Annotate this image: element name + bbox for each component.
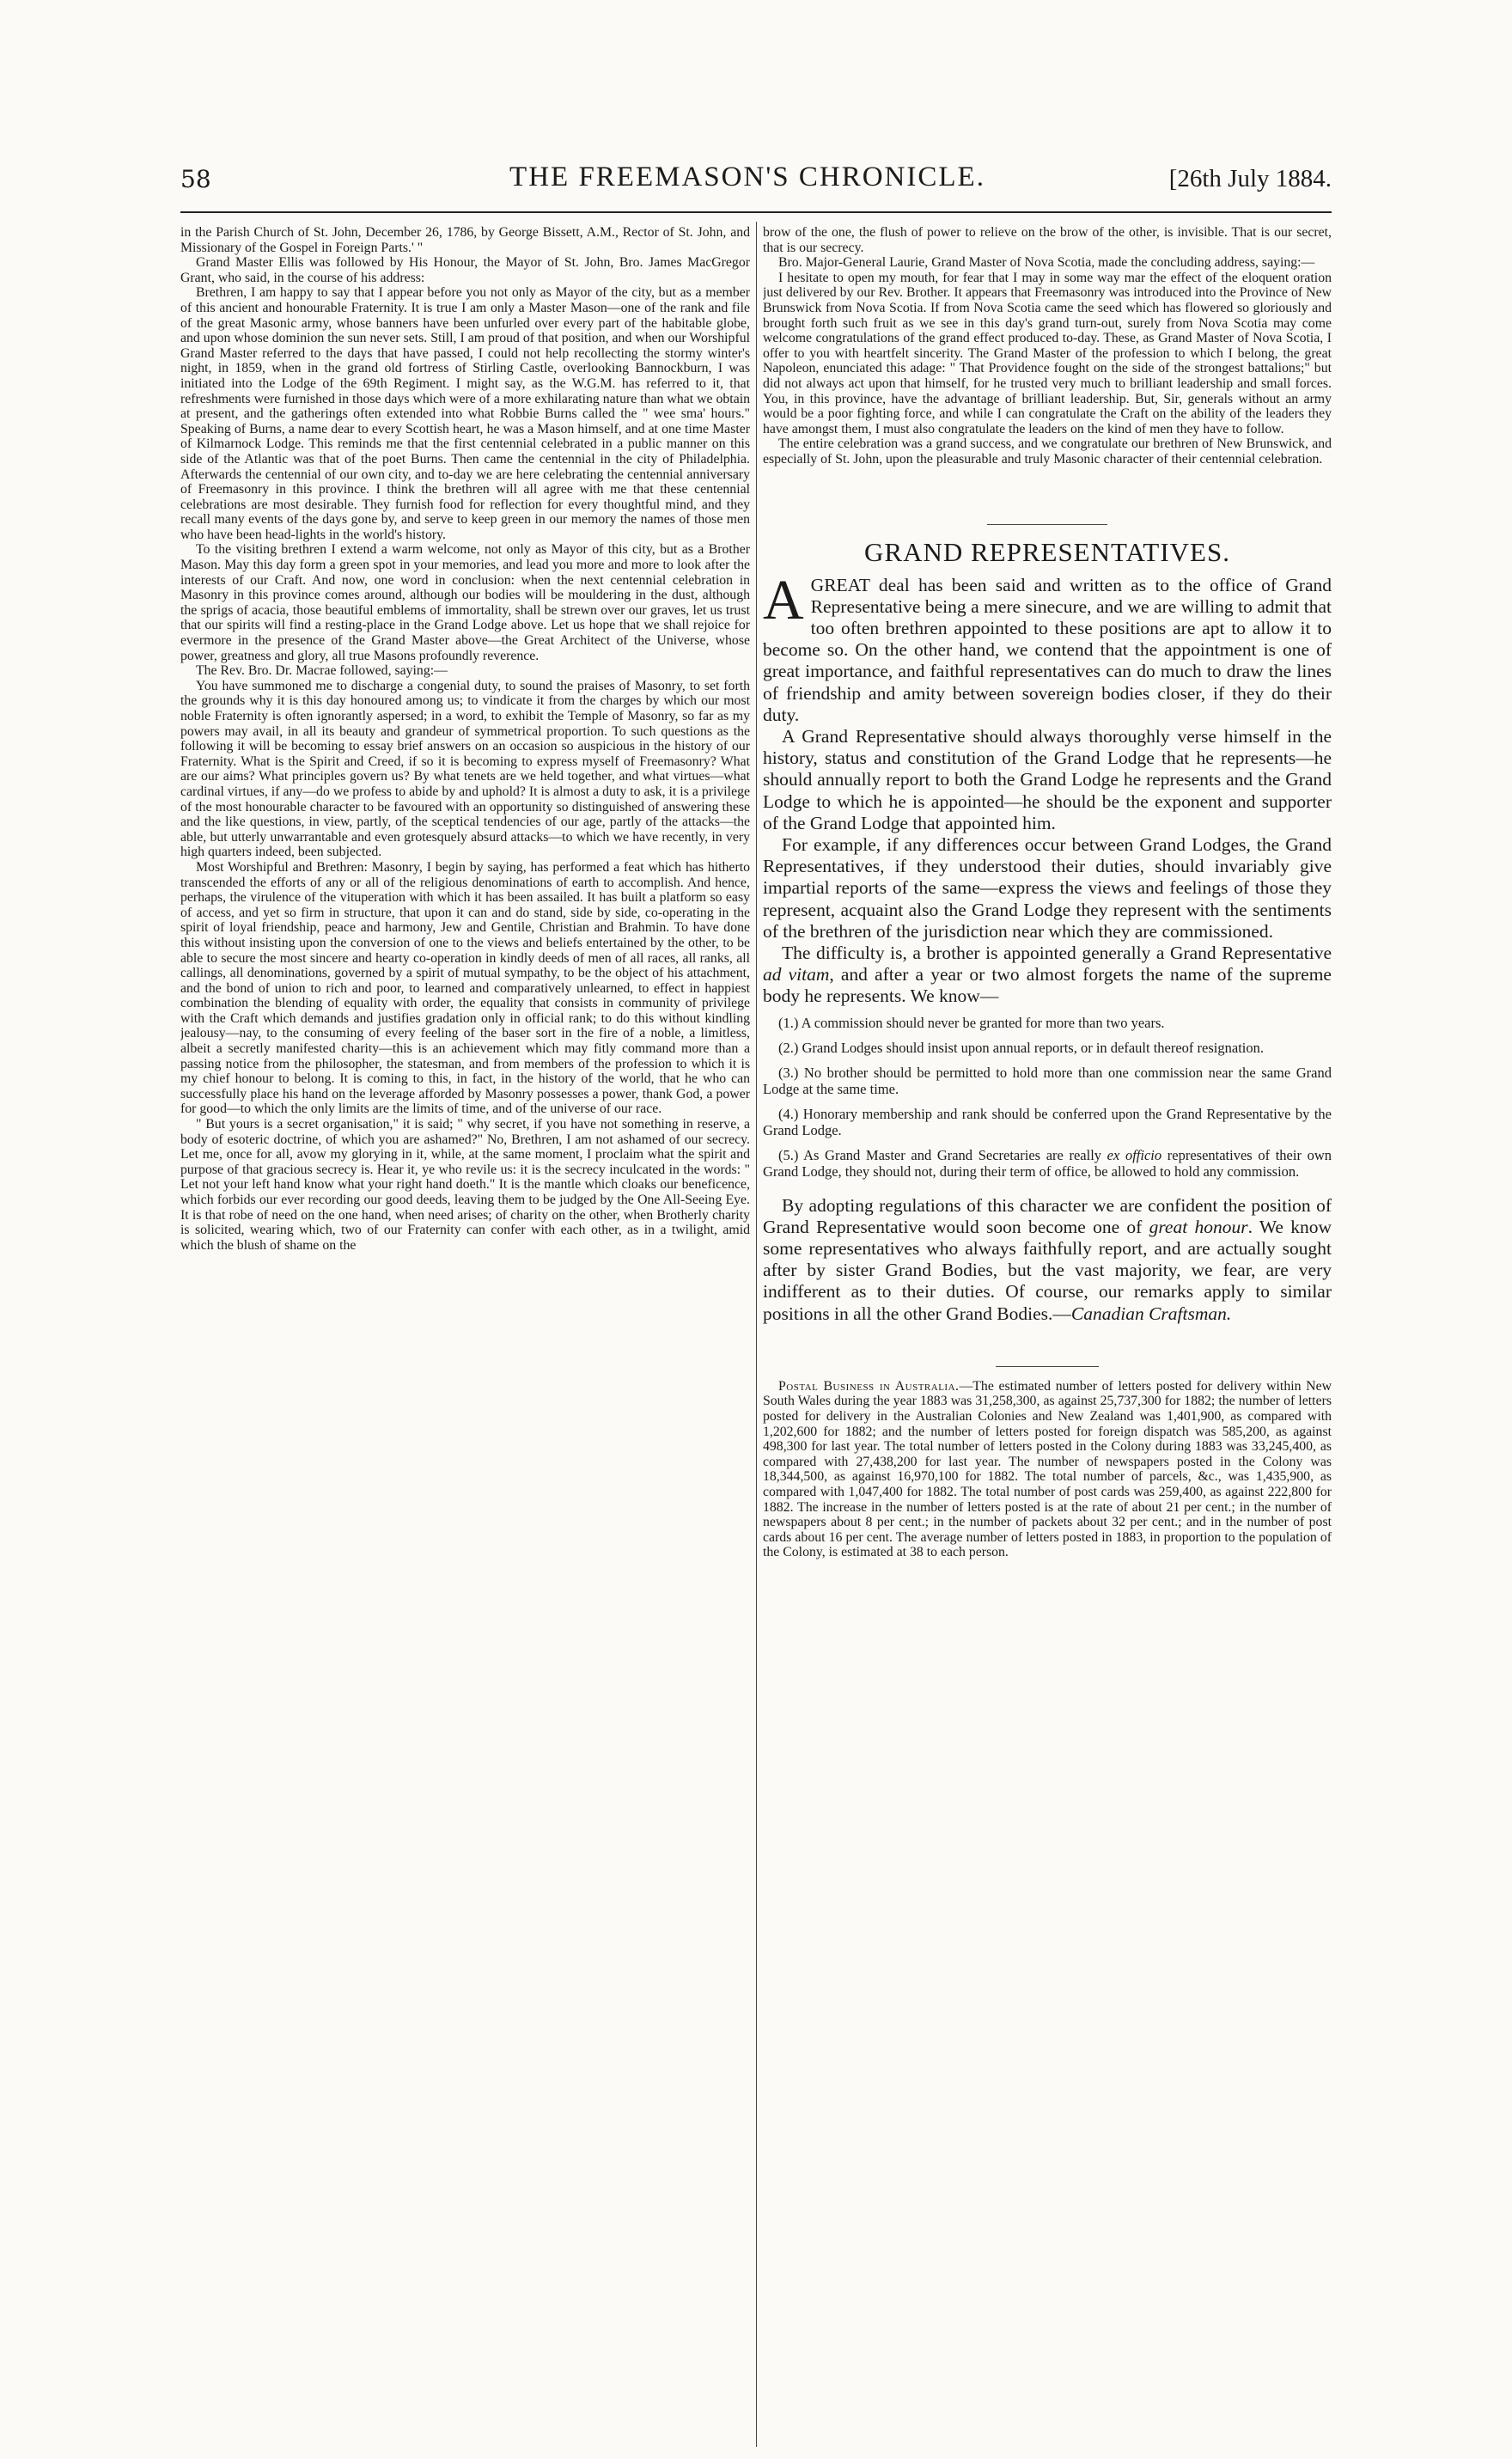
left-column: [180, 225, 750, 2459]
continuation-paragraph: in the Parish Church of St. John, December 26, 1786, by George Bissett, A.M., Rector of St. John, and Missionary of the Gospel in Foreign Parts.' ": [180, 225, 750, 255]
text-run: representatives of their own Grand Lodge, they should not, during their term of office, be allowed to hold any commission.: [763, 1146, 1332, 1180]
list-item: (2.) Grand Lodges should insist upon annual reports, or in default thereof resignation.: [778, 1039, 1264, 1056]
body-paragraph: " But yours is a secret organisation," it is said; " why secret, if you have not something in reserve, a body of esoteric doctrine, of which you are ashamed?" No, Brethren, I am not ashamed of our secrecy. Let me, once for all, avow my glorying in it, while, at the same moment, I proclaim what the spirit and purpose of that gracious secrecy is. Hear it, ye who revile us: it is the secrecy inculcated in the words: " Let not your left hand know what your right hand doeth." It is the mantle which cloaks our beneficence, which forbids our ever recording our good deeds, leaving them to be judged by the One All-Seeing Eye. It is that robe of need on the one hand, when need arises; of charity on the other, when Brotherly charity is solicited, wearing which, two of our Fraternity can confer with each other, as in a twilight, amid which the blush of shame on the: [180, 1117, 750, 1253]
italic-run: ex officio: [1107, 1146, 1162, 1163]
spacer: [763, 1188, 1332, 1195]
text-run: By adopting regulations of this character we are confident the position of Grand Representative would soon become one of: [763, 1194, 1332, 1237]
column-divider: [756, 222, 757, 2447]
article-closing-paragraph: [763, 1195, 1332, 1325]
body-paragraph: I hesitate to open my mouth, for fear that I may in some way mar the effect of the eloquent oration just delivered by our Rev. Brother. It appears that Freemasonry was introduced into the Province of New Brunswick from Nova Scotia. If from Nova Scotia came the seed which has flowered so gloriously and brought forth such fruit as we see in this day's grand turn-out, surely from Nova Scotia may come welcome congratulations of the grand effect produced to-day. These, as Grand Master of Nova Scotia, I offer to you with heartfelt sincerity. The Grand Master of the profession to which I belong, the great Napoleon, enunciated this adage: " That Providence fought on the side of the strongest battalions;" but did not always act upon that himself, for he trusted very much to brilliant leadership and small forces. You, in this province, have the advantage of brilliant leadership. But, Sir, generals without an army would be a poor fighting force, and while I can congratulate the Craft on the ability of the leaders they have amongst them, I must also congratulate the leaders on the kind of men they have to follow.: [763, 270, 1332, 436]
lead-text: GREAT deal has been said and written as to the office of Grand Representative being a mere sinecure, and we are willing to admit that too often brethren appointed to these positions are apt to allow it to become so. On the other hand, we contend that the appointment is one of great importance, and faithful representatives can do much to draw the lines of friendship and amity between sovereign bodies closer, if they do their duty.: [763, 574, 1332, 725]
postal-note: [763, 1379, 1332, 1560]
note-rule: [996, 1366, 1099, 1367]
issue-date: [26th July 1884.: [1168, 165, 1332, 192]
page-number: 58: [180, 165, 211, 193]
drop-cap: A: [763, 568, 804, 632]
right-column: [763, 225, 1332, 2459]
text-run: , and after a year or two almost forgets the name of the supreme body he represents. We know—: [763, 964, 1332, 1007]
page-header: [180, 162, 1332, 204]
section-spacer: [763, 467, 1332, 524]
italic-run: ad vitam: [763, 964, 830, 985]
body-paragraph: You have summoned me to discharge a congenial duty, to sound the praises of Masonry, to set forth the grounds why it is this day honoured among us; to vindicate it from the charges by which our most noble Fraternity is often ignorantly aspersed; in a word, to exhibit the Temple of Masonry, so far as my powers may avail, in all its beauty and grandeur of symmetrical proportion. To such questions as the following it will be becoming to essay brief answers on an occasion so auspicious in the history of our Fraternity. What is the Spirit and Creed, if so it is becoming to express myself of Freemasonry? What are our aims? What principles govern us? By what tenets are we held together, and what virtues—what cardinal virtues, if any—do we profess to abide by and uphold? It is almost a duty to ask, it is a privilege of the most honourable character to be favoured with an opportunity so distinguished of answering these and the like questions, in view, partly, of the sceptical tendencies of our age, partly of the attacks—the able, but utterly unwarrantable and even grotesquely absurd attacks—to which we have recently, in very high quarters indeed, been subjected.: [180, 678, 750, 860]
note-lead: Postal Business in Australia.: [778, 1378, 960, 1394]
article-paragraph: A Grand Representative should always thoroughly verse himself in the history, status and constitution of the Grand Lodge that he represents—he should annually report to both the Grand Lodge he represents and the Grand Lodge to which he is appointed—he should be the exponent and supporter of the Grand Lodge that appointed him.: [763, 725, 1332, 833]
list-item: (3.) No brother should be permitted to hold more than one commission near the same Grand Lodge at the same time.: [763, 1064, 1332, 1097]
body-paragraph: The entire celebration was a grand success, and we congratulate our brethren of New Brunswick, and especially of St. John, upon the pleasurable and truly Masonic character of their centennial celebration.: [763, 436, 1332, 467]
text-run: (5.) As Grand Master and Grand Secretaries are really: [778, 1146, 1107, 1163]
source-attribution: Canadian Craftsman.: [1070, 1303, 1232, 1324]
list-item: [763, 1147, 1332, 1180]
body-paragraph: Grand Master Ellis was followed by His Honour, the Mayor of St. John, Bro. James MacGregor Grant, who said, in the course of his address:: [180, 255, 750, 285]
header-rule: [180, 211, 1332, 213]
list-item: (1.) A commission should never be granted for more than two years.: [778, 1014, 1165, 1031]
article-paragraph: For example, if any differences occur between Grand Lodges, the Grand Representatives, if they understood their duties, should invariably give impartial reports of the same—express the views and feelings of those they represent, acquaint also the Grand Lodge they represent with the sentiments of the brethren of the jurisdiction near which they are commissioned.: [763, 833, 1332, 942]
spacer: [763, 1325, 1332, 1366]
italic-run: great honour: [1149, 1216, 1248, 1237]
body-paragraph: Bro. Major-General Laurie, Grand Master of Nova Scotia, made the concluding address, saying:—: [778, 255, 1315, 271]
body-paragraph: The Rev. Bro. Dr. Macrae followed, saying:—: [196, 663, 448, 679]
body-paragraph: Most Worshipful and Brethren: Masonry, I begin by saying, has performed a feat which has hitherto transcended the efforts of any or all of the religious denominations of earth to accomplish. And hence, perhaps, the virulence of the vituperation with which it has been assailed. It has built a platform so easy of access, and yet so firm in structure, that upon it can and do stand, side by side, co-operating in the spirit of loyal friendship, peace and harmony, Jew and Gentile, Christian and Brahmin. To have done this without insisting upon the conversion of one to the views and beliefs entertained by the other, to be able to secure the most sincere and hearty co-operation in kindly deeds of men of all races, all ranks, all callings, all denominations, governed by a spirit of mutual sympathy, to be the object of his attachment, and the bond of union to rich and poor, to learned and comparatively unlearned, to effect in happiest combination the blending of equality with order, the equality that consists in community of privilege with the Craft which demands and justifies gradation only in official rank; to do this without kindling jealousy—nay, to the consuming of every feeling of the baser sort in the fire of a noble, a limitless, albeit a secretly manifested charity—this is an achievement which may fitly command more than a passing notice from the philosopher, the statesman, and from members of the profession to which it is my chief honour to belong. It is coming to this, in fact, in the history of the world, that he who can successfully place his hand on the leverage afforded by Masonry possesses a power, thank God, a power for good—to which the only limits are the limits of time, and of the universe of our race.: [180, 859, 750, 1117]
body-paragraph: To the visiting brethren I extend a warm welcome, not only as Mayor of this city, but as a Brother Mason. May this day form a green spot in your memories, and lead you more and more to look after the interests of our Craft. And now, one word in conclusion: when the next centennial celebration in Masonry in this province comes around, although our bodies will be mouldering in the dust, although the sprigs of acacia, those beautiful emblems of immortality, shall be strewn over our graves, let us trust that our spirits will find a resting-place in the Grand Lodge above. Let us hope that we shall rejoice for evermore in the presence of the Grand Master above—the Great Architect of the Universe, whose power, greatness and glory, all true Masons profoundly reverence.: [180, 542, 750, 663]
text-run: The difficulty is, a brother is appointed generally a Grand Representative: [782, 942, 1332, 963]
article-lead-paragraph: [763, 568, 1332, 726]
continuation-paragraph: brow of the one, the flush of power to relieve on the brow of the other, is invisible. That is our secret, that is our secrecy.: [763, 225, 1332, 255]
note-text: —The estimated number of letters posted for delivery within New South Wales during the year 1883 was 31,258,300, as against 25,737,300 for 1882; the number of letters posted for delivery in the Australian Colonies and New Zealand was 1,401,900, as compared with 1,202,600 for 1882; and the number of letters posted for foreign dispatch was 585,200, as against 498,300 for last year. The total number of letters posted in the Colony during 1883 was 33,245,400, as compared with 27,438,200 for last year. The number of newspapers posted in the Colony was 18,344,500, as against 16,970,100 for 1882. The total number of parcels, &c., was 1,435,900, as compared with 1,047,400 for 1882. The total number of post cards was 259,400, as against 222,800 for 1882. The increase in the number of letters posted is at the rate of about 21 per cent.; in the number of newspapers about 8 per cent.; in the number of packets about 32 per cent.; and in the number of post cards about 16 per cent. The average number of letters posted in 1883, in proportion to the population of the Colony, is estimated at 38 to each person.: [763, 1378, 1332, 1560]
article-heading: GRAND REPRESENTATIVES.: [864, 536, 1230, 567]
body-paragraph: Brethren, I am happy to say that I appear before you not only as Mayor of the city, but as a member of this ancient and honourable Fraternity. It is true I am only a Master Mason—one of the rank and file of the great Masonic army, whose banners have been unfurled over every part of the habitable globe, and upon whose dominion the sun never sets. Still, I am proud of that position, and when our Worshipful Grand Master referred to the days that have passed, I could not help recollecting the stormy winter's night, in 1859, when in the grand old fortress of Stirling Castle, overlooking Bannockburn, I was initiated into the Lodge of the 69th Regiment. I might say, as the W.G.M. has referred to it, that refreshments were furnished in those days which were of a more exhilarating nature than what we obtain at present, and the gatherings often extended into what Robbie Burns called the " wee sma' hours." Speaking of Burns, a name dear to every Scottish heart, he was a Mason himself, and at one time Master of Kilmarnock Lodge. This reminds me that the first centennial celebrated in a public manner on this side of the Atlantic was that of the poet Burns. Then came the centennial in the city of Philadelphia. Afterwards the centennial of our own city, and to-day we are here celebrating the centennial anniversary of Freemasonry in this province. I think the brethren will all agree with me that these centennial celebrations are most desirable. They furnish food for reflection for every thoughtful mind, and they recall many events of the days gone by, and serve to keep green in our memory the names of those men who have been head-lights in the world's history.: [180, 285, 750, 542]
running-title: THE FREEMASON'S CHRONICLE.: [509, 162, 985, 192]
article-paragraph: [763, 943, 1332, 1008]
list-item: (4.) Honorary membership and rank should be conferred upon the Grand Representative by the Grand Lodge.: [763, 1105, 1332, 1138]
section-rule: [987, 524, 1107, 525]
spacer: [763, 1008, 1332, 1015]
text-run: . We know some representatives who always faithfully report, and are actually sought after by sister Grand Bodies, but the vast majority, we fear, are very indifferent as to their duties. Of course, our remarks apply to similar positions in all the other Grand Bodies.—: [763, 1216, 1332, 1324]
